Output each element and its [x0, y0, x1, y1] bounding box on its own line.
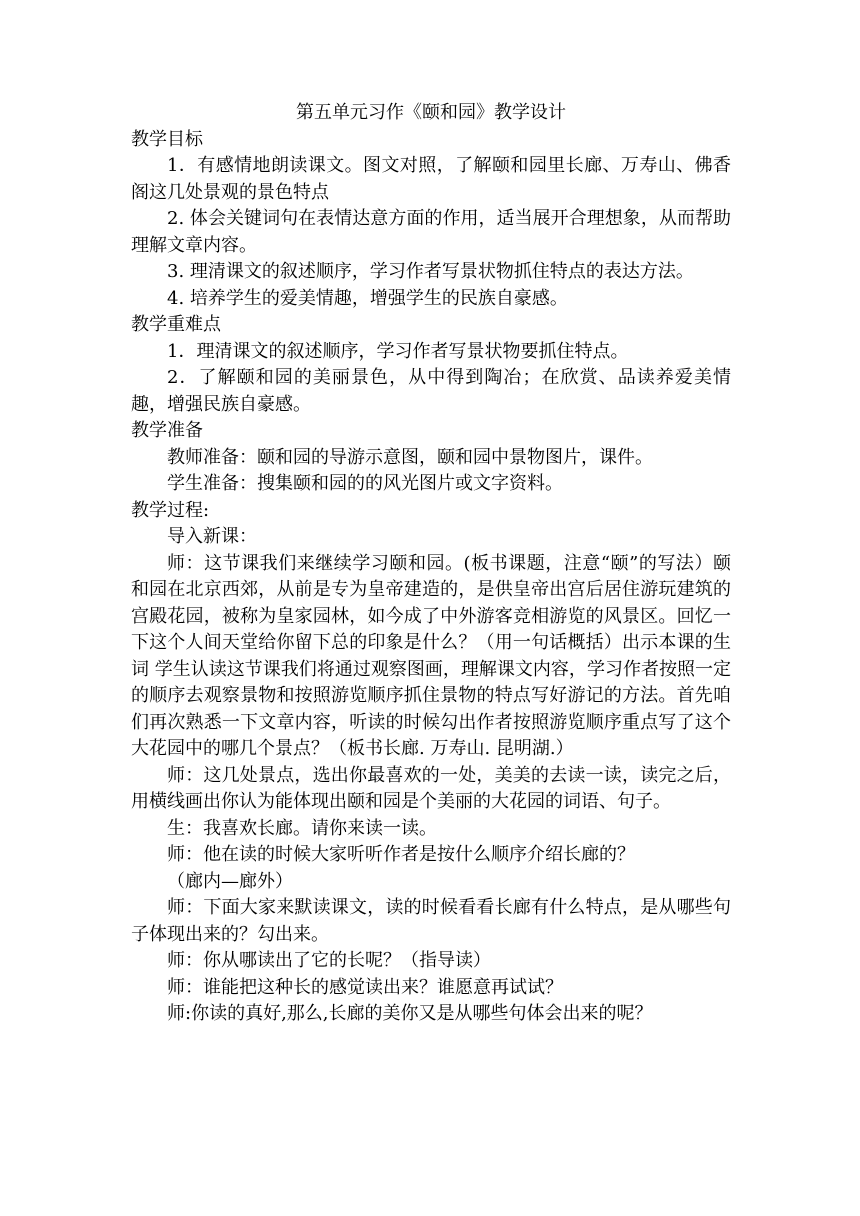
objective-3: 3. 理清课文的叙述顺序，学习作者写景状物抓住特点的表达方法。: [167, 261, 694, 282]
objective-1: 1．有感情地朗读课文。图文对照，了解颐和园里长廊、万寿山、佛香阁这几处景观的景色特点: [131, 155, 731, 203]
section-heading-process: 教学过程:: [131, 499, 210, 521]
process-paragraph: 师:你读的真好,那么,长廊的美你又是从哪些句体会出来的呢？: [167, 1003, 653, 1024]
process-paragraph: 师：下面大家来默读课文，读的时候看看长廊有什么特点，是从哪些句子体现出来的？勾出来。: [131, 897, 731, 945]
process-paragraph: 师：你从哪读出了它的长呢？（指导读）: [167, 950, 491, 971]
student-preparation: 学生准备：搜集颐和园的的风光图片或文字资料。: [167, 473, 563, 494]
section-heading-preparation: 教学准备: [131, 420, 203, 441]
process-paragraph: 师：他在读的时候大家听听作者是按什么顺序介绍长廊的？: [167, 844, 635, 865]
document-page: [131, 100, 731, 1028]
key-point-1: 1．理清课文的叙述顺序，学习作者写景状物要抓住特点。: [167, 340, 629, 362]
process-intro: 导入新课：: [167, 526, 257, 547]
process-paragraph: 师：这几处景点，选出你最喜欢的一处，美美的去读一读，读完之后，用横线画出你认为能体现出颐和园是个美丽的大花园的词语、句子。: [131, 764, 731, 812]
process-paragraph: 生：我喜欢长廊。请你来读一读。: [167, 817, 437, 839]
process-paragraph: 师：谁能把这种长的感觉读出来？谁愿意再试试？: [167, 976, 563, 998]
process-paragraph: （廊内—廊外）: [167, 870, 293, 892]
document-title: 第五单元习作《颐和园》教学设计: [296, 102, 566, 123]
objective-4: 4. 培养学生的爱美情趣，增强学生的民族自豪感。: [167, 287, 568, 309]
objective-2: 2. 体会关键词句在表情达意方面的作用，适当展开合理想象，从而帮助理解文章内容。: [131, 208, 731, 256]
key-point-2: 2．了解颐和园的美丽景色，从中得到陶冶；在欣赏、品读养爱美情趣，增强民族自豪感。: [131, 367, 731, 415]
section-heading-objectives: 教学目标: [131, 128, 203, 150]
section-heading-key-points: 教学重难点: [131, 314, 221, 335]
process-paragraph: 师：这节课我们来继续学习颐和园。(板书课题，注意“颐”的写法）颐和园在北京西郊，从前是专为皇帝建造的，是供皇帝出宫后居住游玩建筑的宫殿花园，被称为皇家园林，如今成了中外游客竞相游览的风景区。回忆一下这个人间天堂给你留下总的印象是什么？（用一句话概括）出示本课的生词 学生认读这节课我们将通过观察图画，理解课文内容，学习作者按照一定的顺序去观察景物和按照游览顺序抓住景物的特点写好游记的方法。首先咱们再次熟悉一下文章内容，听读的时候勾出作者按照游览顺序重点写了这个大花园中的哪几个景点？（板书长廊. 万寿山. 昆明湖.）: [131, 552, 731, 759]
teacher-preparation: 教师准备：颐和园的导游示意图，颐和园中景物图片，课件。: [167, 446, 653, 468]
